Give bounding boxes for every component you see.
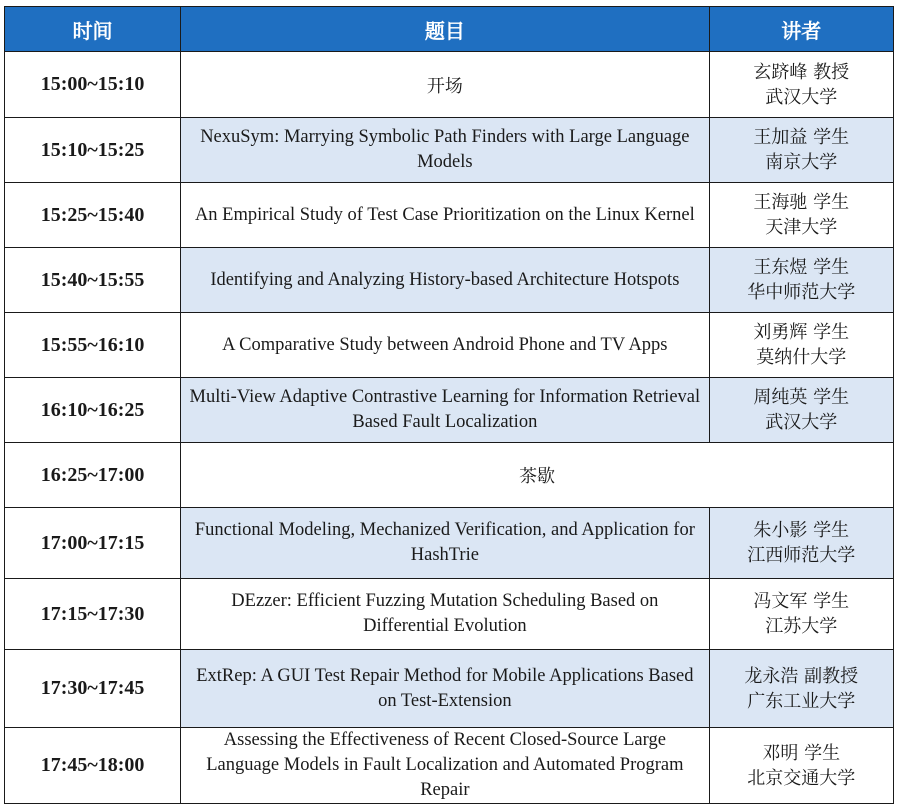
row-title: An Empirical Study of Test Case Prioritization on the Linux Kernel	[181, 183, 709, 248]
speaker-name: 龙永浩 副教授	[744, 665, 859, 687]
row-title: DEzzer: Efficient Fuzzing Mutation Scheduling Based on Differential Evolution	[181, 579, 709, 650]
schedule-table	[4, 6, 894, 804]
row-title: A Comparative Study between Android Phone and TV Apps	[181, 313, 709, 378]
speaker-org: 莫纳什大学	[756, 347, 847, 368]
row-title: Assessing the Effectiveness of Recent Closed-Source Large Language Models in Fault Localization and Automated Program Repair	[181, 728, 709, 804]
table-row	[5, 579, 894, 650]
speaker-org: 武汉大学	[765, 86, 838, 108]
speaker-name: 周纯英 学生	[753, 387, 850, 408]
row-speaker	[709, 650, 893, 728]
row-title: NexuSym: Marrying Symbolic Path Finders with Large Language Models	[181, 118, 709, 183]
row-speaker	[709, 118, 893, 183]
row-title: 开场	[181, 52, 709, 118]
speaker-name: 王东煜 学生	[753, 257, 850, 278]
table-row	[5, 508, 894, 579]
row-speaker	[709, 248, 893, 313]
table-row-break	[5, 443, 894, 508]
row-title: Identifying and Analyzing History-based Architecture Hotspots	[181, 248, 709, 313]
row-time: 15:40~15:55	[5, 248, 181, 313]
table-row	[5, 728, 894, 804]
row-time: 17:15~17:30	[5, 579, 181, 650]
row-speaker	[709, 579, 893, 650]
speaker-name: 刘勇辉 学生	[753, 322, 850, 343]
table-row	[5, 248, 894, 313]
row-title: ExtRep: A GUI Test Repair Method for Mobile Applications Based on Test-Extension	[181, 650, 709, 728]
row-speaker	[709, 508, 893, 579]
row-speaker	[709, 378, 893, 443]
speaker-org: 江西师范大学	[747, 545, 856, 566]
table-row	[5, 378, 894, 443]
row-time: 17:45~18:00	[5, 728, 181, 804]
speaker-name: 玄跻峰 教授	[753, 61, 850, 83]
speaker-org: 北京交通大学	[747, 767, 856, 789]
header-speaker: 讲者	[709, 7, 893, 52]
header-time: 时间	[5, 7, 181, 52]
row-time: 17:30~17:45	[5, 650, 181, 728]
row-title: 茶歇	[181, 443, 894, 508]
row-time: 15:10~15:25	[5, 118, 181, 183]
row-speaker	[709, 313, 893, 378]
row-title: Functional Modeling, Mechanized Verification, and Application for HashTrie	[181, 508, 709, 579]
row-speaker	[709, 728, 893, 804]
speaker-name: 朱小影 学生	[753, 520, 850, 541]
table-row	[5, 650, 894, 728]
speaker-org: 江苏大学	[765, 616, 838, 637]
row-time: 17:00~17:15	[5, 508, 181, 579]
speaker-org: 华中师范大学	[747, 282, 856, 303]
speaker-org: 南京大学	[765, 152, 838, 173]
speaker-name: 王加益 学生	[753, 127, 850, 148]
table-row	[5, 313, 894, 378]
speaker-org: 天津大学	[765, 217, 838, 238]
speaker-org: 广东工业大学	[747, 690, 856, 712]
row-time: 16:10~16:25	[5, 378, 181, 443]
header-title: 题目	[181, 7, 709, 52]
row-speaker	[709, 183, 893, 248]
table-row	[5, 183, 894, 248]
header-row	[5, 7, 894, 52]
speaker-name: 冯文军 学生	[753, 591, 850, 612]
table-row	[5, 52, 894, 118]
table-row	[5, 118, 894, 183]
row-time: 15:55~16:10	[5, 313, 181, 378]
row-time: 16:25~17:00	[5, 443, 181, 508]
row-time: 15:25~15:40	[5, 183, 181, 248]
speaker-name: 邓明 学生	[762, 742, 841, 764]
row-speaker	[709, 52, 893, 118]
speaker-name: 王海驰 学生	[753, 192, 850, 213]
speaker-org: 武汉大学	[765, 412, 838, 433]
row-title: Multi-View Adaptive Contrastive Learning for Information Retrieval Based Fault Localization	[181, 378, 709, 443]
row-time: 15:00~15:10	[5, 52, 181, 118]
